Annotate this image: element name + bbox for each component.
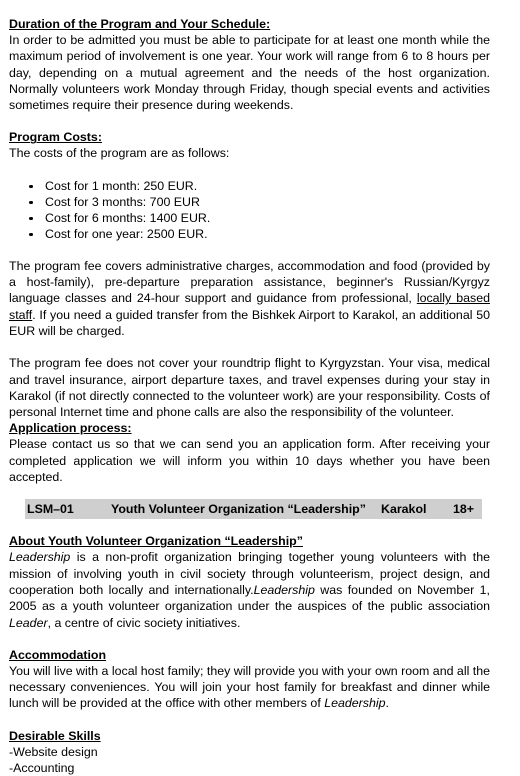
- not-covered-paragraph: The program fee does not cover your roundtrip flight to Kyrgyzstan. Your visa, medical and travel insurance, airport departure taxes, and travel expenses during your stay in Karakol (if not directly connected to the volunteer work) are your responsibility. Costs of personal Internet time and phone calls are also the responsibility of the volunteer.: [9, 356, 490, 420]
- leadership-name: Leadership: [324, 696, 386, 711]
- about-heading: About Youth Volunteer Organization “Leadership”: [9, 534, 303, 549]
- accommodation-heading: Accommodation: [9, 647, 107, 662]
- cost-list: [9, 178, 490, 242]
- fee-text-start: The program fee covers administrative charges, accommodation and food (provided by a host-family), pre-departure preparation assistance, beginner's Russian/Kyrgyz language classes and 24-hour support and guidance from professional,: [9, 258, 490, 306]
- leadership-name: Leadership: [9, 550, 71, 565]
- costs-intro: The costs of the program are as follows:: [9, 146, 230, 161]
- fee-text-end: . If you need a guided transfer from the Bishkek Airport to Karakol, an additional 50 EUR will be charged.: [9, 307, 490, 338]
- leadership-name: Leadership: [253, 582, 315, 597]
- about-text-1: is a non-profit organization bringing together young volunteers with the mission of involving youth in civil society through volunteerism, project design, and cooperation both locally and internationally.: [9, 550, 490, 597]
- project-age: 18+: [453, 502, 475, 517]
- skill-item: -Website design: [9, 744, 98, 759]
- application-heading: Application process:: [9, 421, 132, 436]
- cost-item-6-months: Cost for 6 months: 1400 EUR.: [9, 210, 490, 226]
- cost-item-one-year: Cost for one year: 2500 EUR.: [9, 226, 490, 242]
- costs-heading: Program Costs:: [9, 130, 102, 145]
- about-text-2: was founded on November 1, 2005 as a youth volunteer organization under the auspices of the public association: [9, 582, 490, 614]
- cost-item-1-month: Cost for 1 month: 250 EUR.: [9, 178, 490, 194]
- leader-name: Leader: [9, 615, 48, 630]
- accommodation-end: .: [385, 696, 389, 711]
- locally-based-staff-text: locally based staff: [9, 291, 490, 322]
- about-paragraph: [9, 549, 490, 630]
- skill-item: -Accounting: [9, 760, 75, 775]
- project-title: Youth Volunteer Organization “Leadership”: [111, 502, 366, 517]
- project-location: Karakol: [381, 502, 427, 517]
- cost-item-3-months: Cost for 3 months: 700 EUR: [9, 194, 490, 210]
- project-code: LSM–01: [27, 502, 74, 517]
- duration-paragraph: In order to be admitted you must be able to participate for at least one month while the maximum period of involvement is one year. Your work will range from 6 to 8 hours per day, depending on a mutual agreement and the needs of the host organization. Normally volunteers work Monday through Friday, though special events and activities sometimes require their presence during weekends.: [9, 33, 490, 113]
- document-page: [9, 16, 490, 776]
- about-text-3: , a centre of civic society initiatives.: [47, 615, 241, 630]
- duration-heading: Duration of the Program and Your Schedule:: [9, 17, 271, 31]
- skills-heading: Desirable Skills: [9, 728, 101, 743]
- accommodation-paragraph: [9, 663, 490, 712]
- fee-coverage-paragraph: [9, 258, 490, 339]
- project-header-band: [25, 499, 482, 519]
- application-paragraph: Please contact us so that we can send you an application form. After receiving your completed application we will inform you within 10 days whether you have been accepted.: [9, 437, 490, 485]
- accommodation-text: You will live with a local host family; they will provide you with your own room and all the necessary conveniences. You will join your host family for breakfast and dinner while lunch will be provided at the office with other members of: [9, 663, 490, 711]
